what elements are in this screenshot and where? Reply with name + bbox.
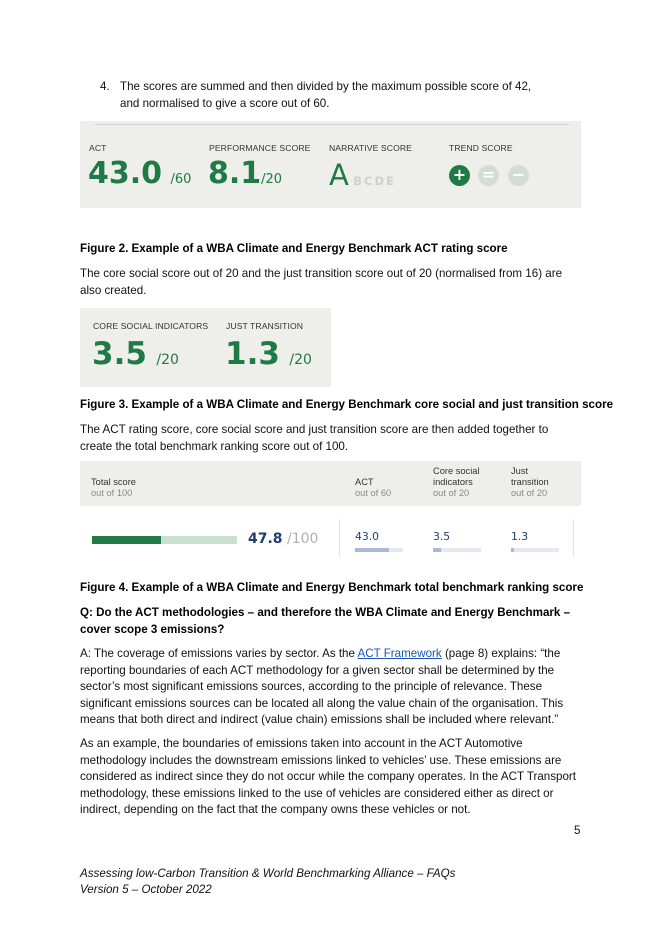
act-mini-fill — [355, 548, 389, 552]
performance-denom: /20 — [261, 172, 283, 187]
just-transition-label: JUST TRANSITION — [226, 321, 304, 331]
total-bar-fill — [92, 536, 161, 544]
figure3-panel — [80, 308, 331, 387]
figure2-caption: Figure 2. Example of a WBA Climate and Energy Benchmark ACT rating score — [80, 242, 508, 255]
performance-label: PERFORMANCE SCORE — [209, 143, 311, 153]
total-score-label: Total score — [91, 477, 136, 487]
act-label: ACT — [89, 143, 107, 153]
figure2-divider — [95, 124, 569, 125]
act-denom: /60 — [170, 172, 192, 187]
core-col-label-1: Core social — [433, 466, 480, 476]
total-score-value-group — [248, 530, 318, 548]
footer-line-2: Version 5 – October 2022 — [80, 883, 212, 896]
jt-col-sub: out of 20 — [511, 488, 548, 498]
jt-mini-fill — [511, 548, 514, 552]
trend-label: TREND SCORE — [449, 143, 513, 153]
act-value: 43.0 — [88, 156, 163, 191]
act-score — [88, 156, 191, 191]
trend-minus-icon: − — [508, 165, 529, 186]
list-item-number: 4. — [100, 80, 110, 93]
core-col-sub: out of 20 — [433, 488, 470, 498]
performance-score — [208, 156, 282, 191]
total-score-denom: /100 — [287, 531, 319, 547]
core-social-value: 3.5 — [92, 336, 147, 372]
core-col-value: 3.5 — [433, 530, 451, 543]
act-col-sub: out of 60 — [355, 488, 392, 498]
figure4-header — [80, 461, 581, 506]
narrative-label: NARRATIVE SCORE — [329, 143, 412, 153]
core-social-score — [92, 336, 179, 372]
jt-mini-track — [511, 548, 559, 552]
trend-equal-icon: = — [478, 165, 499, 186]
act-framework-link[interactable]: ACT Framework — [357, 647, 442, 660]
page-number: 5 — [574, 824, 581, 837]
act-col-label: ACT — [355, 477, 374, 487]
narrative-grade: A — [329, 158, 349, 192]
column-divider — [573, 519, 574, 557]
act-mini-track — [355, 548, 403, 552]
paragraph-core-social: The core social score out of 20 and the just transition score out of 20 (normalised from 16) are also created. — [80, 267, 563, 297]
jt-col-value: 1.3 — [511, 530, 529, 543]
total-score-value: 47.8 — [248, 531, 283, 547]
figure4-caption: Figure 4. Example of a WBA Climate and Energy Benchmark total benchmark ranking score — [80, 581, 584, 594]
just-transition-denom: /20 — [289, 352, 312, 368]
footer-line-1: Assessing low-Carbon Transition & World Benchmarking Alliance – FAQs — [80, 867, 456, 880]
core-social-denom: /20 — [156, 352, 179, 368]
answer-suffix: (page 8) explains: “the reporting boundaries of each ACT methodology for a given sector shall be determined by the sector’s most significant emissions sources, according to the principle of relevance. These significant emissions sources can be located all along the value chain of the organisation. This means that both direct and indirect (value chain) emissions shall be included where relevant.” — [80, 647, 564, 726]
paragraph-example: As an example, the boundaries of emissions taken into account in the ACT Automotive methodology includes the downstream emissions linked to vehicles’ use. These emissions are considered as indirect since they do not occur while the company operates. In the ACT Transport methodology, these emissions linked to the use of vehicles are considered either as direct or indirect, depending on the fact that the company owns these vehicles or not. — [80, 737, 577, 816]
list-item-text: The scores are summed and then divided by the maximum possible score of 42, and normalised to give a score out of 60. — [120, 80, 532, 110]
narrative-score — [329, 158, 396, 192]
column-divider — [339, 519, 340, 557]
jt-col-label-1: Just — [511, 466, 529, 476]
figure4-panel — [80, 461, 581, 560]
act-col-value: 43.0 — [355, 530, 380, 543]
just-transition-value: 1.3 — [225, 336, 280, 372]
paragraph-total: The ACT rating score, core social score and just transition score are then added together to create the total benchmark ranking score out of 100. — [80, 423, 549, 453]
core-social-label: CORE SOCIAL INDICATORS — [93, 321, 209, 331]
core-col-label-2: indicators — [433, 477, 473, 487]
just-transition-score — [225, 336, 312, 372]
answer-prefix: A: The coverage of emissions varies by sector. As the — [80, 647, 358, 660]
total-score-sub: out of 100 — [91, 488, 133, 498]
core-mini-track — [433, 548, 481, 552]
question: Q: Do the ACT methodologies – and therefore the WBA Climate and Energy Benchmark – cover scope 3 emissions? — [80, 606, 571, 636]
jt-col-label-2: transition — [511, 477, 549, 487]
answer-paragraph — [80, 646, 580, 729]
figure2-panel — [80, 121, 581, 208]
trend-plus-icon: + — [449, 165, 470, 186]
narrative-other-grades: BCDE — [353, 174, 396, 188]
core-mini-fill — [433, 548, 441, 552]
figure3-caption: Figure 3. Example of a WBA Climate and Energy Benchmark core social and just transition score — [80, 398, 614, 411]
total-bar-track — [92, 536, 237, 544]
performance-value: 8.1 — [208, 156, 262, 191]
